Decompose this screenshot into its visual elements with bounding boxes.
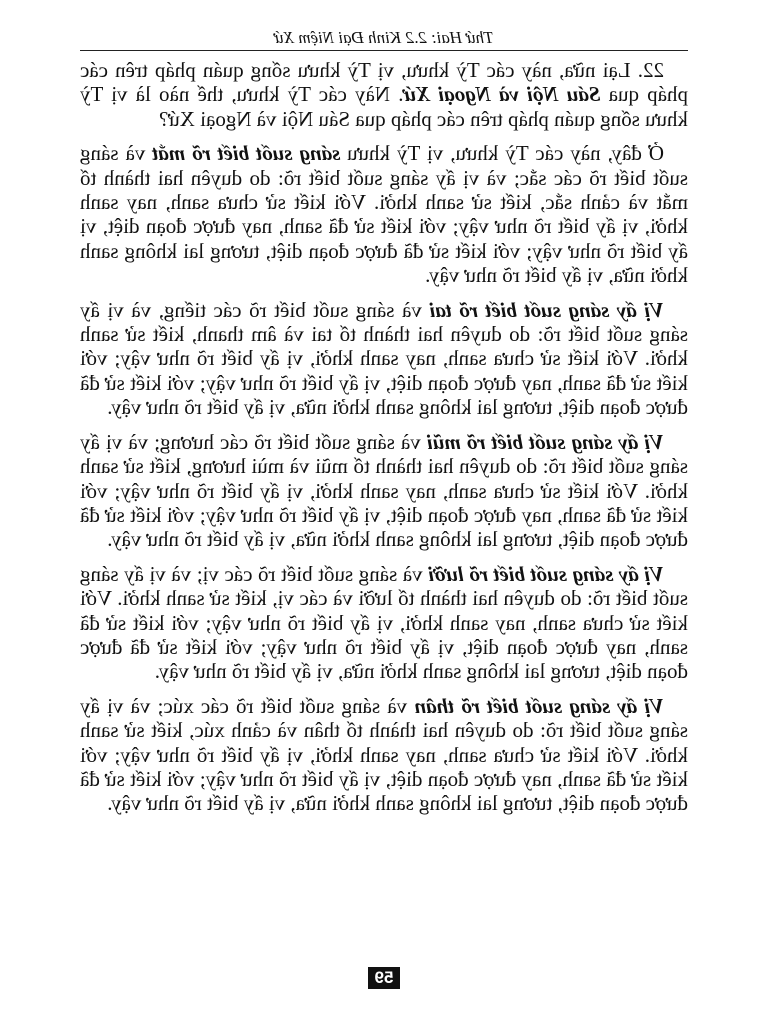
paragraph-lead: Vị ấy sáng suốt biết rõ lưỡi [428, 561, 664, 586]
paragraph-text: và sáng suốt biết rõ các hương; và vị ấy sáng suốt biết rõ: do duyên hai thành tố mũi và mùi hương, kiết sử sanh khởi. Với kiết sử chưa sanh, nay sanh khởi, vị ấy biết rõ như vậy; với kiết sử đã sanh, nay được đoạn diệt, vị ấy biết rõ như vậy; với kiết sử đã được đoạn diệt, tương lai không sanh khởi nữa, vị ấy biết rõ như vậy. [80, 429, 688, 552]
paragraph-text: . Này các Tỳ khưu, thế nào là vị Tỳ khưu sống quán pháp trên các pháp qua Sáu Nội và Ngoại Xứ? [80, 82, 688, 131]
paragraph-text: và sáng suốt biết rõ các xúc; và vị ấy sáng suốt biết rõ: do duyên hai thành tố thân và cảnh xúc, kiết sử sanh khởi. Với kiết sử chưa sanh, nay sanh khởi, vị ấy biết rõ như vậy; với kiết sử đã sanh, nay được đoạn diệt, vị ấy biết rõ như vậy; với kiết sử đã được đoạn diệt, tương lai không sanh khởi nữa, vị ấy biết rõ như vậy. [80, 693, 688, 816]
paragraph-text: và sáng suốt biết rõ các sắc; và vị ấy sáng suốt biết rõ: do duyên hai thành tố mắt và cảnh sắc, kiết sử sanh khởi. Với kiết sử chưa sanh, nay sanh khởi, vị ấy biết rõ như vậy; với kiết sử đã sanh, nay được đoạn diệt, vị ấy biết rõ như vậy; với kiết sử đã được đoạn diệt, tương lai không sanh khởi nữa, vị ấy biết rõ như vậy. [80, 141, 688, 288]
running-header: Thứ Hai: 2.2 Kinh Đại Niệm Xứ [274, 28, 494, 47]
paragraph-text: và sáng suốt biết rõ các vị; và vị ấy sáng suốt biết rõ: do duyên hai thành tố lưỡi và các vị, kiết sử sanh khởi. Với kiết sử chưa sanh, nay sanh khởi, vị ấy biết rõ như vậy; với kiết sử đã sanh, nay được đoạn diệt, vị ấy biết rõ như vậy; với kiết sử đã được đoạn diệt, tương lai không sanh khởi nữa, vị ấy biết rõ như vậy. [80, 561, 688, 684]
paragraph-nose [80, 430, 688, 552]
paragraph-lead: Vị ấy sáng suốt biết rõ thân [414, 693, 664, 718]
paragraph-emphasis: Sáu Nội và Ngoại Xứ [403, 82, 601, 107]
page-number: 59 [368, 967, 400, 989]
paragraph-eye [80, 141, 688, 287]
paragraph-emphasis: sáng suốt biết rõ mắt [152, 141, 341, 166]
header-rule [80, 50, 688, 51]
paragraph-lead: Vị ấy sáng suốt biết rõ mũi [426, 429, 664, 454]
paragraph-intro [80, 58, 688, 131]
paragraph-text: 22. Lại nữa, này các Tỳ khưu, vị Tỳ khưu sống quán pháp trên các pháp qua [80, 58, 688, 107]
paragraph-text: Ở đây, này các Tỳ khưu, vị Tỳ khưu [340, 141, 664, 166]
body-text [80, 58, 688, 826]
paragraph-lead: Vị ấy sáng suốt biết rõ tai [429, 297, 664, 322]
paragraph-tongue [80, 562, 688, 684]
paragraph-ear [80, 298, 688, 420]
paragraph-body [80, 694, 688, 816]
paragraph-text: và sáng suốt biết rõ các tiếng, và vị ấy sáng suốt biết rõ: do duyên hai thành tố tai và âm thanh, kiết sử sanh khởi. Với kiết sử chưa sanh, nay sanh khởi, vị ấy biết rõ như vậy; với kiết sử đã sanh, nay được đoạn diệt, vị ấy biết rõ như vậy; với kiết sử đã được đoạn diệt, tương lai không sanh khởi nữa, vị ấy biết rõ như vậy. [79, 297, 688, 420]
